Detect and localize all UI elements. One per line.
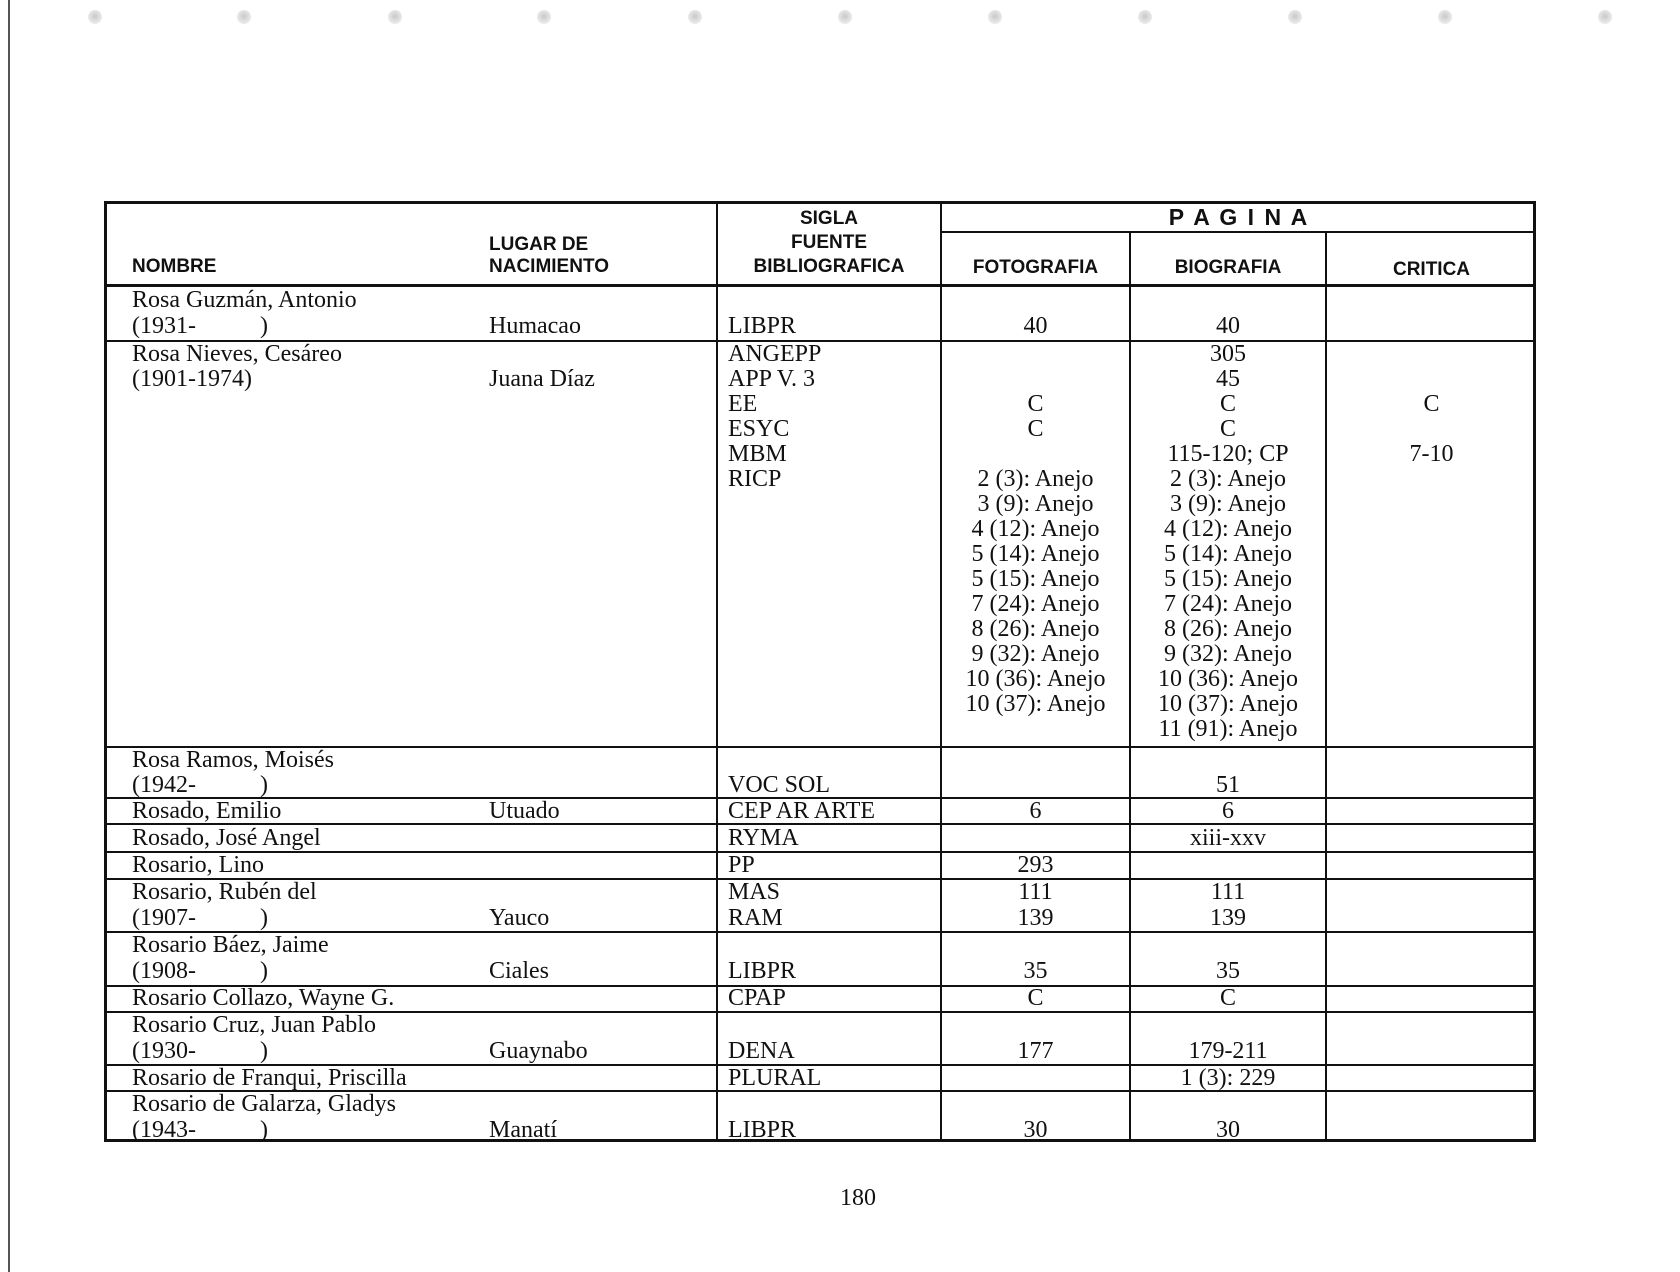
sigla-cell: PP — [728, 852, 755, 878]
lugar-cell: Utuado — [489, 798, 560, 824]
sigla-cell: DENA — [728, 1038, 795, 1064]
foto-item: 10 (37): Anejo — [965, 691, 1106, 717]
header-sigla-line3: BIBLIOGRAFICA — [753, 256, 905, 277]
nombre-cell: Rosario, Lino — [132, 852, 264, 878]
sigla-cell: RYMA — [728, 825, 799, 851]
foto-list — [942, 342, 1129, 717]
dates-cell: (1943- ) — [132, 1117, 268, 1143]
bio-item: 115-120; CP — [1167, 441, 1289, 467]
sigla-item: ESYC — [728, 416, 790, 442]
bio-cell: 139 — [1210, 905, 1246, 931]
sigla-cell: RAM — [728, 905, 783, 931]
binder-hole — [1438, 10, 1452, 24]
bio-cell: xiii-xxv — [1190, 825, 1266, 851]
critica-item — [1327, 342, 1536, 367]
bio-item: 7 (24): Anejo — [1164, 591, 1292, 617]
header-critica: CRITICA — [1392, 259, 1471, 280]
foto-item — [942, 442, 1129, 467]
foto-item: 5 (14): Anejo — [971, 541, 1100, 567]
sigla-item: EE — [728, 391, 758, 417]
foto-cell: 177 — [1017, 1038, 1054, 1064]
dates-cell: (1942- ) — [132, 772, 268, 798]
binder-hole — [988, 10, 1002, 24]
sigla-item: RICP — [728, 466, 782, 492]
sigla-cell: PLURAL — [728, 1065, 822, 1091]
critica-item — [1327, 417, 1536, 442]
sigla-cell: CPAP — [728, 985, 786, 1011]
nombre-cell: Rosario de Galarza, Gladys — [132, 1091, 396, 1117]
nombre-cell: Rosa Guzmán, Antonio — [132, 287, 357, 313]
foto-item: 3 (9): Anejo — [977, 491, 1094, 517]
foto-item — [942, 342, 1129, 367]
bio-item: 2 (3): Anejo — [1170, 466, 1286, 492]
critica-item: 7-10 — [1409, 441, 1454, 467]
pagina-underline — [940, 231, 1533, 233]
dates-cell: (1908- ) — [132, 958, 268, 984]
bio-item: 4 (12): Anejo — [1164, 516, 1292, 542]
nombre-cell: Rosado, José Angel — [132, 825, 321, 851]
sigla-cell: CEP AR ARTE — [728, 798, 876, 824]
bio-item: 5 (14): Anejo — [1164, 541, 1292, 567]
foto-cell: 6 — [1029, 798, 1042, 824]
foto-item: 4 (12): Anejo — [971, 516, 1100, 542]
lugar-cell: Humacao — [489, 313, 581, 339]
bio-cell: 30 — [1216, 1117, 1240, 1143]
critica-item: C — [1423, 391, 1440, 417]
nombre-cell: Rosa Ramos, Moisés — [132, 747, 335, 773]
foto-item: 2 (3): Anejo — [977, 466, 1094, 492]
binder-hole — [1288, 10, 1302, 24]
bio-item: 3 (9): Anejo — [1170, 491, 1286, 517]
sigla-item: MBM — [728, 441, 787, 467]
binder-hole — [388, 10, 402, 24]
bio-cell: 6 — [1222, 798, 1234, 824]
header-fotografia: FOTOGRAFIA — [972, 257, 1099, 278]
header-pagina: P A G I N A — [1168, 204, 1310, 230]
binder-hole — [688, 10, 702, 24]
foto-cell: 35 — [1023, 958, 1048, 984]
dates-cell: (1907- ) — [132, 905, 268, 931]
binder-hole — [237, 10, 251, 24]
lugar-cell: Guaynabo — [489, 1038, 588, 1064]
binder-hole — [1138, 10, 1152, 24]
nombre-cell: Rosario de Franqui, Priscilla — [132, 1065, 407, 1091]
dates-cell: (1901-1974) — [132, 366, 252, 392]
sigla-item: ANGEPP — [728, 341, 822, 367]
critica-list — [1327, 342, 1536, 467]
foto-item: 7 (24): Anejo — [971, 591, 1100, 617]
bio-item: 10 (36): Anejo — [1158, 666, 1298, 692]
header-biografia: BIOGRAFIA — [1174, 257, 1282, 278]
page-number: 180 — [840, 1185, 876, 1211]
bio-item: C — [1219, 391, 1236, 417]
bio-cell: 51 — [1216, 772, 1240, 798]
sigla-cell: MAS — [728, 879, 781, 905]
bio-item: C — [1219, 416, 1236, 442]
foto-item: 9 (32): Anejo — [971, 641, 1100, 667]
foto-item — [942, 367, 1129, 392]
bio-cell: 40 — [1216, 313, 1240, 339]
col-divider — [716, 204, 718, 1139]
nombre-cell: Rosario Cruz, Juan Pablo — [132, 1012, 376, 1038]
binder-hole — [838, 10, 852, 24]
sigla-cell: LIBPR — [728, 958, 797, 984]
bio-cell: 35 — [1216, 958, 1240, 984]
foto-item: C — [1027, 416, 1044, 442]
dates-cell: (1931- ) — [132, 313, 268, 339]
nombre-cell: Rosario, Rubén del — [132, 879, 317, 905]
bio-list — [1131, 342, 1325, 742]
foto-cell: 293 — [1017, 852, 1054, 878]
binder-hole — [88, 10, 102, 24]
nombre-cell: Rosario Báez, Jaime — [132, 932, 329, 958]
nombre-cell: Rosa Nieves, Cesáreo — [132, 341, 342, 367]
sigla-list — [728, 342, 821, 492]
lugar-cell: Juana Díaz — [489, 366, 595, 392]
bio-item: 45 — [1216, 366, 1240, 392]
foto-cell: 111 — [1018, 879, 1053, 905]
bio-item: 5 (15): Anejo — [1164, 566, 1292, 592]
foto-cell: 139 — [1017, 905, 1054, 931]
critica-item — [1327, 367, 1536, 392]
nombre-cell: Rosado, Emilio — [132, 798, 282, 824]
bio-item: 11 (91): Anejo — [1158, 716, 1298, 742]
bio-cell: 1 (3): 229 — [1180, 1065, 1276, 1091]
foto-item: 10 (36): Anejo — [965, 666, 1106, 692]
foto-item: 8 (26): Anejo — [971, 616, 1100, 642]
header-lugar-line2: NACIMIENTO — [489, 256, 609, 277]
foto-item: 5 (15): Anejo — [971, 566, 1100, 592]
bibliography-table — [104, 201, 1536, 1142]
binder-hole — [537, 10, 551, 24]
bio-item: 305 — [1210, 341, 1246, 367]
page-edge-rule — [8, 0, 10, 1272]
bio-cell: C — [1219, 985, 1236, 1011]
binder-holes — [0, 10, 1680, 30]
header-lugar-line1: LUGAR DE — [489, 234, 589, 255]
sigla-item: APP V. 3 — [728, 366, 815, 392]
lugar-cell: Manatí — [489, 1117, 557, 1143]
sigla-cell: VOC SOL — [728, 772, 831, 798]
foto-cell: C — [1027, 985, 1044, 1011]
header-sigla-line2: FUENTE — [791, 232, 867, 253]
bio-item: 9 (32): Anejo — [1164, 641, 1292, 667]
binder-hole — [1598, 10, 1612, 24]
header-sigla-line1: SIGLA — [799, 208, 859, 229]
foto-cell: 40 — [1023, 313, 1048, 339]
dates-cell: (1930- ) — [132, 1038, 268, 1064]
lugar-cell: Yauco — [489, 905, 550, 931]
nombre-cell: Rosario Collazo, Wayne G. — [132, 985, 395, 1011]
sigla-cell: LIBPR — [728, 1117, 797, 1143]
bio-cell: 179-211 — [1188, 1038, 1268, 1064]
foto-item: C — [1027, 391, 1044, 417]
bio-item: 8 (26): Anejo — [1164, 616, 1292, 642]
header-nombre: NOMBRE — [132, 256, 217, 277]
lugar-cell: Ciales — [489, 958, 549, 984]
sigla-cell: LIBPR — [728, 313, 797, 339]
bio-item: 10 (37): Anejo — [1158, 691, 1298, 717]
row-divider — [107, 851, 1533, 853]
bio-cell: 111 — [1210, 879, 1246, 905]
foto-cell: 30 — [1023, 1117, 1048, 1143]
